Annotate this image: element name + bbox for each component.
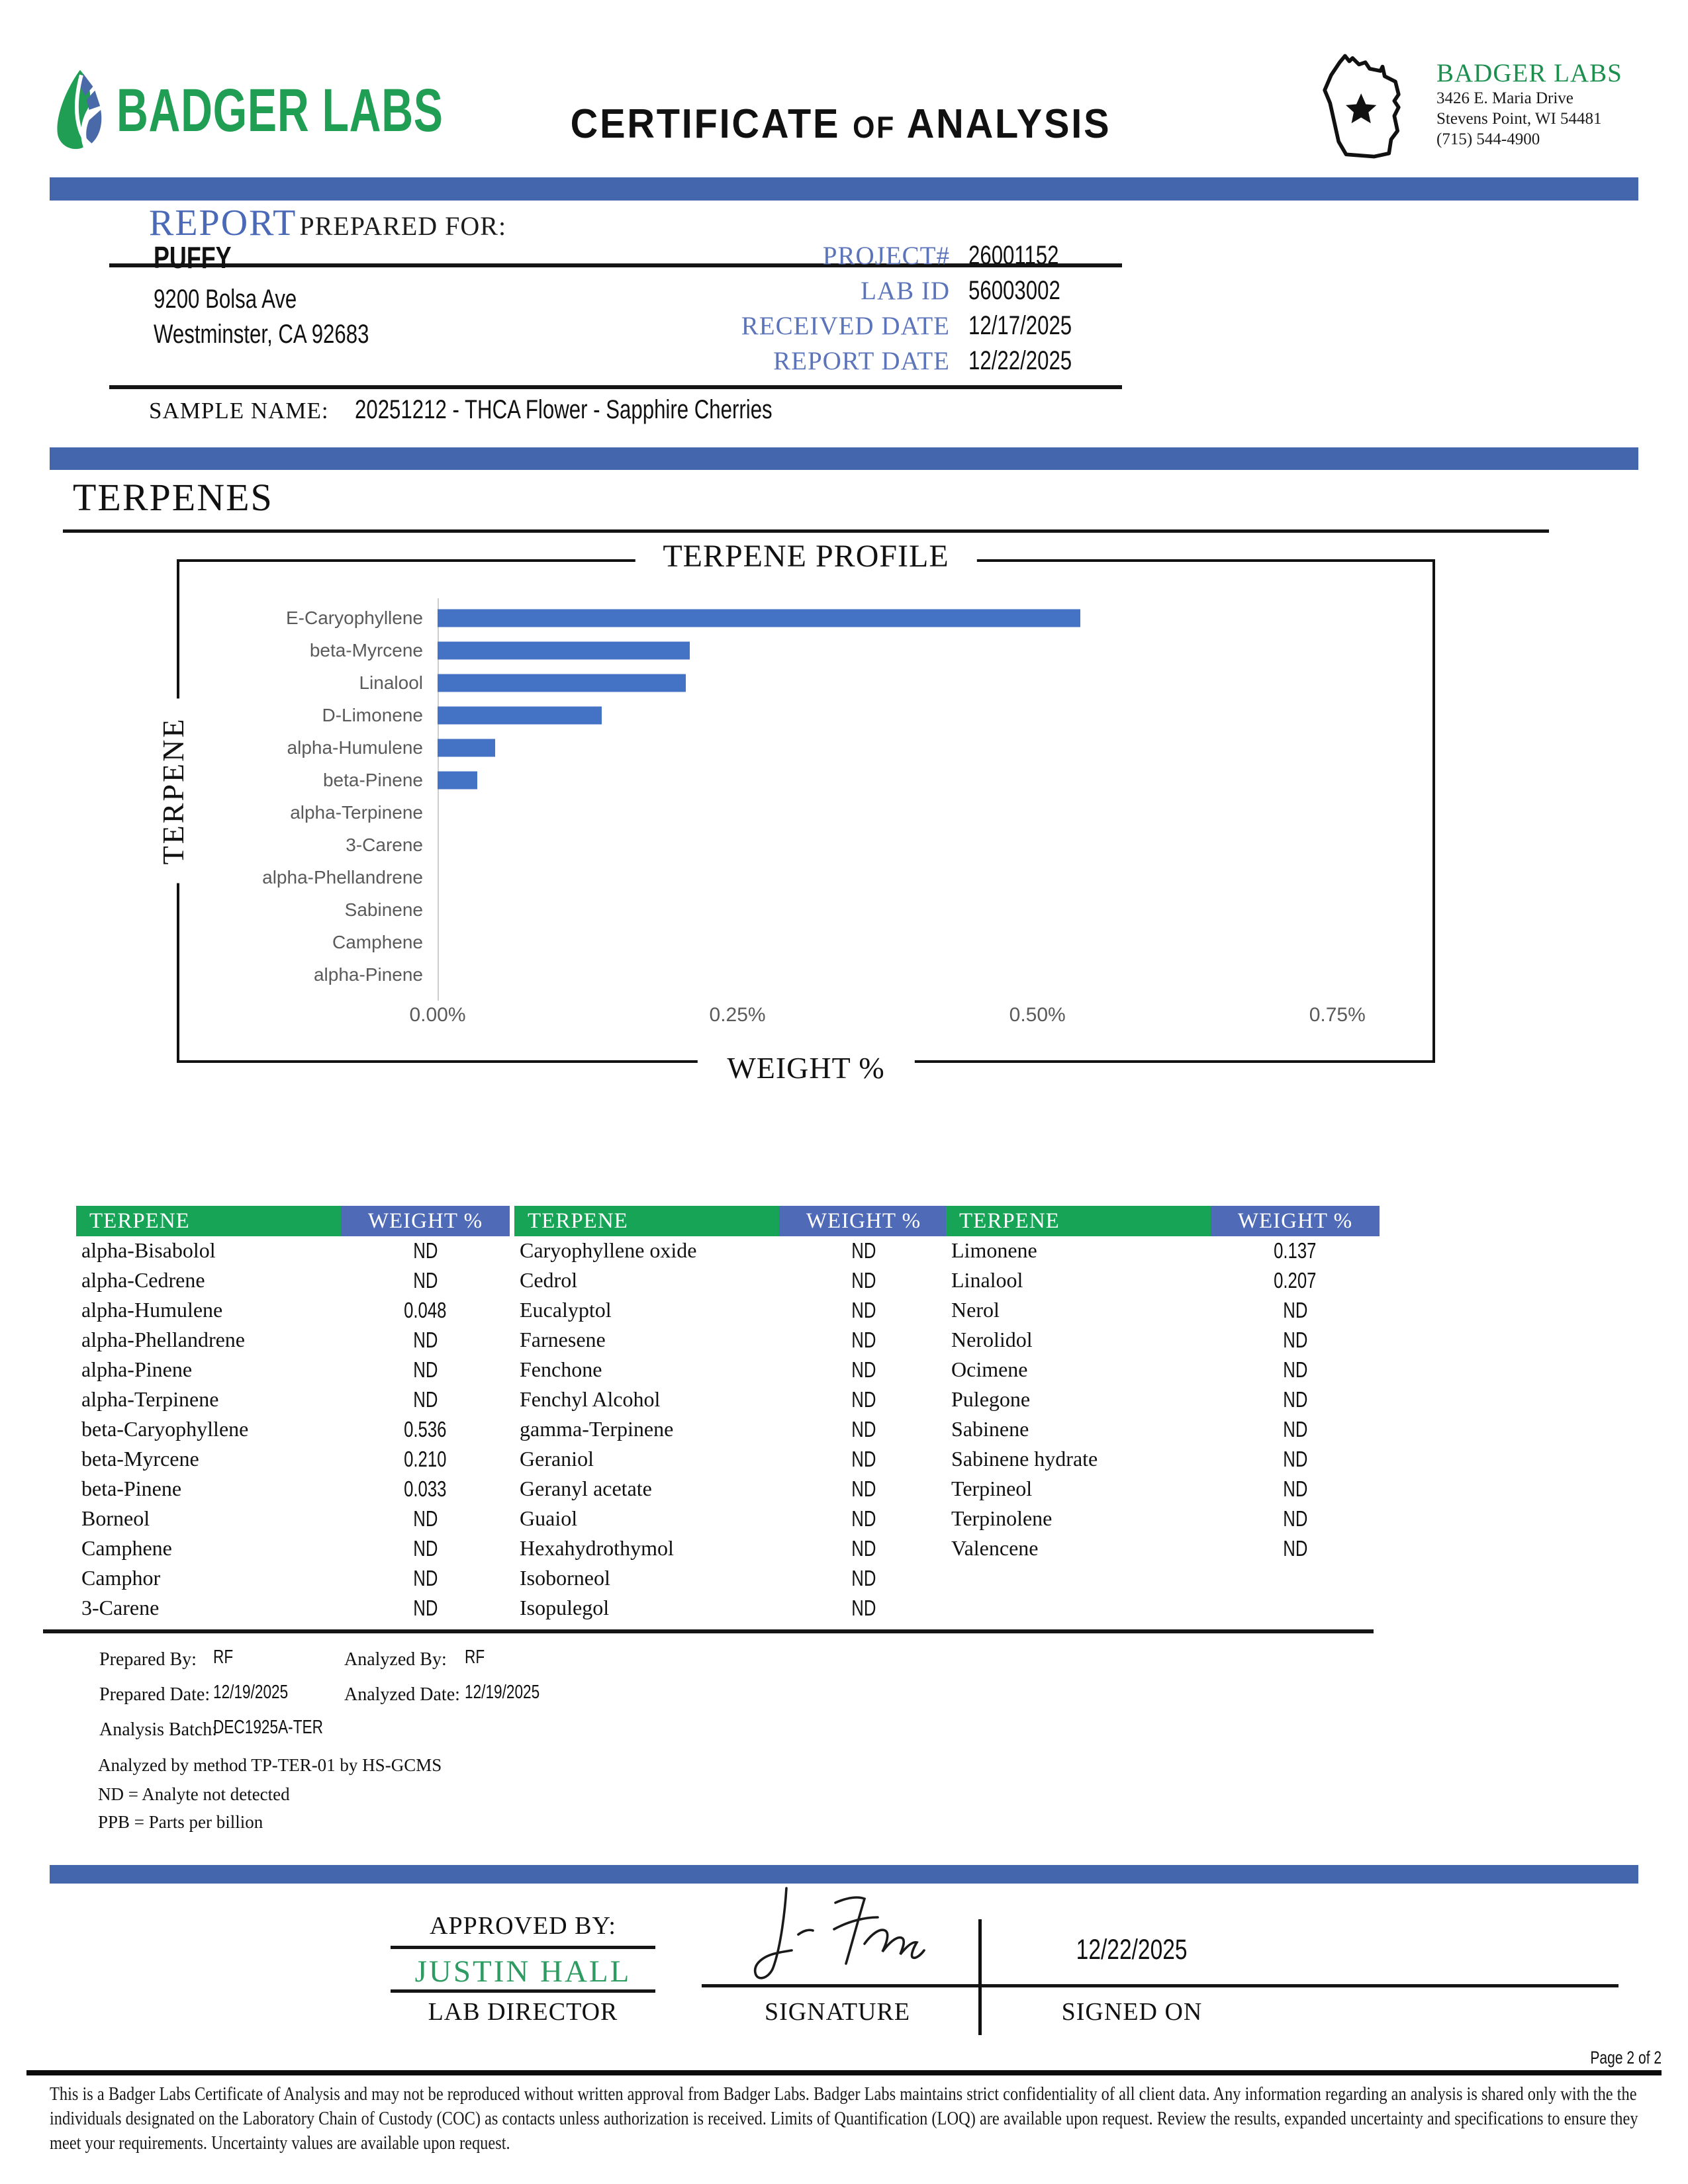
footer-disclaimer: This is a Badger Labs Certificate of Analysis and may not be reproduced without written approval from Badger Labs. Badger Labs maintains strict confidentiality of all client data. Any information regarding an analysis is shared only with the the individuals designated on the Laboratory Chain of Custody (COC) as contacts unless authorization is received. Limits of Quantification (LOQ) are available upon request. Review the results, expanded uncertainty and specifications to ensure they meet your requirements. Uncertainty values are available upon request. [50, 2084, 1638, 2154]
table-cell-weight-value: ND [851, 1297, 876, 1322]
prepared-by-value: RF [213, 1647, 234, 1668]
table-cell-terpene-name: alpha-Phellandrene [81, 1328, 245, 1351]
report-field-label: RECEIVED DATE [741, 312, 950, 340]
table-cell-terpene-name: Ocimene [951, 1357, 1028, 1381]
table-header-weight: WEIGHT % [341, 1206, 510, 1236]
table-cell-terpene-name: Limonene [951, 1238, 1037, 1262]
table-cell-terpene-name: 3-Carene [81, 1596, 160, 1619]
table-cell-terpene-name: gamma-Terpinene [520, 1417, 674, 1441]
report-field-label: LAB ID [861, 277, 950, 305]
table-cell-terpene-name: alpha-Humulene [81, 1298, 223, 1322]
chart-category-label: 3-Carene [346, 834, 423, 855]
chart-category-label: Camphene [332, 931, 423, 952]
table-cell-weight-value: 0.210 [404, 1446, 447, 1471]
signature-image [735, 1883, 960, 1989]
table-cell-weight-value: 0.137 [1274, 1238, 1317, 1263]
chart-bar-track [438, 602, 1409, 634]
table-column-1 [76, 1206, 510, 1623]
table-cell-weight-value: ND [851, 1476, 876, 1501]
table-cell-weight-value: 0.536 [404, 1416, 447, 1441]
report-field-value: 12/17/2025 [968, 311, 1072, 340]
chart-bar-track [438, 893, 1409, 926]
table-cell-weight-value: ND [1282, 1416, 1308, 1441]
chart-bar-track [438, 764, 1409, 796]
table-cell-terpene-name: Eucalyptol [520, 1298, 612, 1322]
divider-bar-approval [50, 1865, 1638, 1884]
client-address-line1: 9200 Bolsa Ave [154, 285, 297, 314]
lab-phone: (715) 544-4900 [1436, 130, 1540, 148]
table-cell-terpene-name: Pulegone [951, 1387, 1031, 1411]
logo-wordmark: BADGER LABS [117, 76, 444, 144]
terpene-results-table [76, 1206, 1383, 1629]
signature-label: SIGNATURE [764, 1998, 911, 2026]
table-header-weight: WEIGHT % [1211, 1206, 1380, 1236]
table-cell-terpene-name: beta-Pinene [81, 1477, 182, 1500]
analyzed-date-label: Analyzed Date: [344, 1684, 460, 1705]
table-cell-terpene-name: Guaiol [520, 1506, 578, 1530]
chart-bar-track [438, 861, 1409, 893]
divider-bar-top [50, 177, 1638, 201]
table-cell-terpene-name: Borneol [81, 1506, 150, 1530]
table-cell-weight-value: ND [412, 1535, 438, 1561]
table-cell-terpene-name: Valencene [951, 1536, 1039, 1560]
title-word-2: ANALYSIS [906, 101, 1111, 147]
signed-on-label: SIGNED ON [1061, 1998, 1203, 2026]
table-cell-weight-value: ND [412, 1238, 438, 1263]
table-cell-weight-value: ND [851, 1238, 876, 1263]
report-fields [569, 240, 1125, 380]
signed-on-date: 12/22/2025 [1076, 1934, 1188, 1966]
report-field-value: 56003002 [968, 276, 1060, 305]
table-cell-weight-value: ND [1282, 1506, 1308, 1531]
table-cell-weight-value: ND [412, 1267, 438, 1293]
table-cell-weight-value: ND [1282, 1446, 1308, 1471]
table-cell-weight-value: ND [851, 1595, 876, 1620]
document-title [465, 101, 1217, 148]
table-cell-terpene-name: Sabinene hydrate [951, 1447, 1098, 1471]
chart-row [179, 893, 1432, 926]
chart-category-label: D-Limonene [322, 704, 423, 725]
chart-x-tick-label: 0.25% [709, 1004, 766, 1026]
table-cell-weight-value: 0.207 [1274, 1267, 1317, 1293]
table-cell-terpene-name: Hexahydrothymol [520, 1536, 674, 1560]
chart-row [179, 829, 1432, 861]
chart-bar-track [438, 926, 1409, 958]
ppb-note: PPB = Parts per billion [98, 1812, 263, 1832]
table-cell-terpene-name: Sabinene [951, 1417, 1029, 1441]
lab-address-line1: 3426 E. Maria Drive [1436, 89, 1573, 107]
sample-name-row [149, 394, 890, 425]
table-cell-terpene-name: Camphor [81, 1566, 161, 1590]
table-header-weight: WEIGHT % [779, 1206, 948, 1236]
table-cell-weight-value: ND [851, 1387, 876, 1412]
chart-title: TERPENE PROFILE [635, 538, 976, 574]
table-cell-weight-value: ND [412, 1565, 438, 1590]
report-field-row [569, 310, 1125, 345]
chart-bar-track [438, 699, 1409, 731]
table-cell-terpene-name: Nerol [951, 1298, 1000, 1322]
table-header-terpene: TERPENE [76, 1206, 341, 1236]
table-cell-terpene-name: Cedrol [520, 1268, 578, 1292]
nd-note: ND = Analyte not detected [98, 1784, 290, 1804]
table-cell-weight-value: 0.033 [404, 1476, 447, 1501]
chart-category-label: beta-Pinene [322, 769, 423, 790]
chart-row [179, 861, 1432, 893]
chart-x-ticks [409, 1004, 1409, 1034]
chart-bar-track [438, 796, 1409, 829]
table-cell-weight-value: ND [1282, 1357, 1308, 1382]
chart-row [179, 699, 1432, 731]
table-cell-terpene-name: beta-Caryophyllene [81, 1417, 249, 1441]
table-cell-weight-value: ND [851, 1506, 876, 1531]
client-address-line2: Westminster, CA 92683 [154, 320, 369, 349]
leaf-logo-icon [53, 68, 105, 153]
table-cell-terpene-name: Fenchyl Alcohol [520, 1387, 661, 1411]
chart-x-axis-label: WEIGHT % [697, 1050, 914, 1085]
title-word-1: CERTIFICATE [570, 101, 841, 147]
page-number: Page 2 of 2 [1590, 2048, 1662, 2068]
table-cell-terpene-name: Linalool [951, 1268, 1023, 1292]
table-cell-terpene-name: Camphene [81, 1536, 172, 1560]
prepared-for-label: PREPARED FOR: [299, 211, 507, 241]
approved-by-rule [391, 1946, 655, 1949]
analyzed-by-label: Analyzed By: [344, 1649, 447, 1670]
prepared-by-label: Prepared By: [99, 1649, 197, 1670]
terpene-profile-chart [156, 539, 1435, 1085]
table-cell-terpene-name: alpha-Terpinene [81, 1387, 219, 1411]
table-cell-weight-value: ND [851, 1327, 876, 1352]
table-cell-weight-value: ND [1282, 1327, 1308, 1352]
table-cell-weight-value: ND [1282, 1297, 1308, 1322]
table-cell-weight-value: ND [851, 1565, 876, 1590]
report-word: REPORT [149, 203, 297, 244]
chart-x-tick-label: 0.50% [1009, 1004, 1066, 1026]
wisconsin-map-icon [1307, 52, 1430, 169]
chart-bar-track [438, 634, 1409, 666]
report-field-row [569, 275, 1125, 310]
chart-bar [438, 771, 477, 789]
chart-bar [438, 674, 686, 692]
chart-bar [438, 609, 1080, 627]
analysis-batch-value: DEC1925A-TER [213, 1717, 323, 1738]
table-cell-weight-value: ND [412, 1357, 438, 1382]
table-cell-terpene-name: Fenchone [520, 1357, 602, 1381]
report-field-row [569, 345, 1125, 380]
footer-rule [26, 2070, 1662, 2075]
client-name: PUFFY [154, 240, 232, 275]
table-header-terpene: TERPENE [946, 1206, 1211, 1236]
approver-title: LAB DIRECTOR [428, 1998, 618, 2026]
table-cell-terpene-name: alpha-Bisabolol [81, 1238, 216, 1262]
table-column-3 [946, 1206, 1380, 1563]
table-cell-terpene-name: Isoborneol [520, 1566, 610, 1590]
prepared-date-label: Prepared Date: [99, 1684, 211, 1705]
sample-name-value: 20251212 - THCA Flower - Sapphire Cherries [354, 395, 773, 424]
report-heading [149, 202, 506, 244]
chart-bar [438, 641, 690, 659]
chart-bar-track [438, 958, 1409, 991]
section-rule [63, 529, 1549, 533]
table-cell-terpene-name: Geranyl acetate [520, 1477, 652, 1500]
chart-category-label: alpha-Humulene [287, 737, 423, 758]
method-note: Analyzed by method TP-TER-01 by HS-GCMS [98, 1755, 442, 1775]
chart-row [179, 764, 1432, 796]
divider-bar-section [50, 447, 1638, 470]
table-cell-weight-value: ND [412, 1595, 438, 1620]
chart-category-label: alpha-Phellandrene [262, 866, 423, 887]
table-cell-terpene-name: Nerolidol [951, 1328, 1033, 1351]
chart-x-tick-label: 0.75% [1309, 1004, 1366, 1026]
chart-bar [438, 739, 495, 756]
signature-rule [702, 1984, 1618, 1987]
table-cell-terpene-name: Geraniol [520, 1447, 594, 1471]
table-cell-terpene-name: Terpinolene [951, 1506, 1053, 1530]
table-cell-terpene-name: alpha-Cedrene [81, 1268, 205, 1292]
table-column-2 [514, 1206, 948, 1623]
chart-bar-track [438, 731, 1409, 764]
table-cell-weight-value: ND [412, 1506, 438, 1531]
analysis-batch-label: Analysis Batch: [99, 1719, 218, 1740]
report-field-label: REPORT DATE [773, 347, 950, 375]
chart-y-axis-label: TERPENE [156, 699, 191, 884]
analyzed-by-value: RF [465, 1647, 485, 1668]
analyzed-date-value: 12/19/2025 [465, 1682, 540, 1703]
approved-by-label: APPROVED BY: [430, 1912, 616, 1940]
table-cell-weight-value: ND [851, 1446, 876, 1471]
lab-address-block [1307, 52, 1622, 169]
chart-row [179, 666, 1432, 699]
lab-name: BADGER LABS [1436, 59, 1622, 87]
chart-row [179, 796, 1432, 829]
chart-row [179, 634, 1432, 666]
report-field-value: 12/22/2025 [968, 346, 1072, 375]
table-cell-weight-value: ND [851, 1416, 876, 1441]
table-cell-weight-value: ND [1282, 1476, 1308, 1501]
table-cell-terpene-name: Terpineol [951, 1477, 1033, 1500]
approver-rule [391, 1989, 655, 1993]
chart-bar [438, 706, 602, 724]
table-cell-terpene-name: alpha-Pinene [81, 1357, 193, 1381]
table-cell-weight-value: ND [851, 1535, 876, 1561]
section-heading-terpenes: TERPENES [73, 476, 273, 519]
table-cell-weight-value: 0.048 [404, 1297, 447, 1322]
table-cell-weight-value: ND [851, 1357, 876, 1382]
report-field-value: 26001152 [968, 241, 1059, 270]
signature-divider-line [978, 1919, 982, 2035]
table-header-terpene: TERPENE [514, 1206, 779, 1236]
chart-category-label: Linalool [359, 672, 423, 693]
table-bottom-rule [43, 1629, 1374, 1633]
chart-category-label: alpha-Terpinene [290, 801, 423, 823]
table-cell-weight-value: ND [412, 1387, 438, 1412]
report-field-label: PROJECT# [822, 242, 950, 270]
chart-x-tick-label: 0.00% [409, 1004, 466, 1026]
table-cell-terpene-name: beta-Myrcene [81, 1447, 199, 1471]
chart-row [179, 926, 1432, 958]
chart-bar-track [438, 666, 1409, 699]
chart-category-label: beta-Myrcene [309, 639, 423, 660]
chart-category-label: Sabinene [344, 899, 423, 920]
approver-name: JUSTIN HALL [414, 1954, 632, 1989]
chart-plot-area [179, 602, 1432, 992]
table-cell-terpene-name: Caryophyllene oxide [520, 1238, 697, 1262]
chart-row [179, 958, 1432, 991]
table-cell-terpene-name: Isopulegol [520, 1596, 610, 1619]
report-rule-bottom [109, 385, 1122, 389]
prepared-date-value: 12/19/2025 [213, 1682, 289, 1703]
table-cell-terpene-name: Farnesene [520, 1328, 606, 1351]
sample-name-label: SAMPLE NAME: [149, 398, 329, 424]
table-cell-weight-value: ND [1282, 1387, 1308, 1412]
chart-row [179, 731, 1432, 764]
chart-bar-track [438, 829, 1409, 861]
table-cell-weight-value: ND [851, 1267, 876, 1293]
table-cell-weight-value: ND [412, 1327, 438, 1352]
title-word-of: OF [853, 110, 896, 144]
chart-row [179, 602, 1432, 634]
table-cell-weight-value: ND [1282, 1535, 1308, 1561]
report-field-row [569, 240, 1125, 275]
chart-category-label: E-Caryophyllene [286, 607, 423, 628]
lab-address-line2: Stevens Point, WI 54481 [1436, 110, 1602, 128]
chart-category-label: alpha-Pinene [313, 964, 423, 985]
